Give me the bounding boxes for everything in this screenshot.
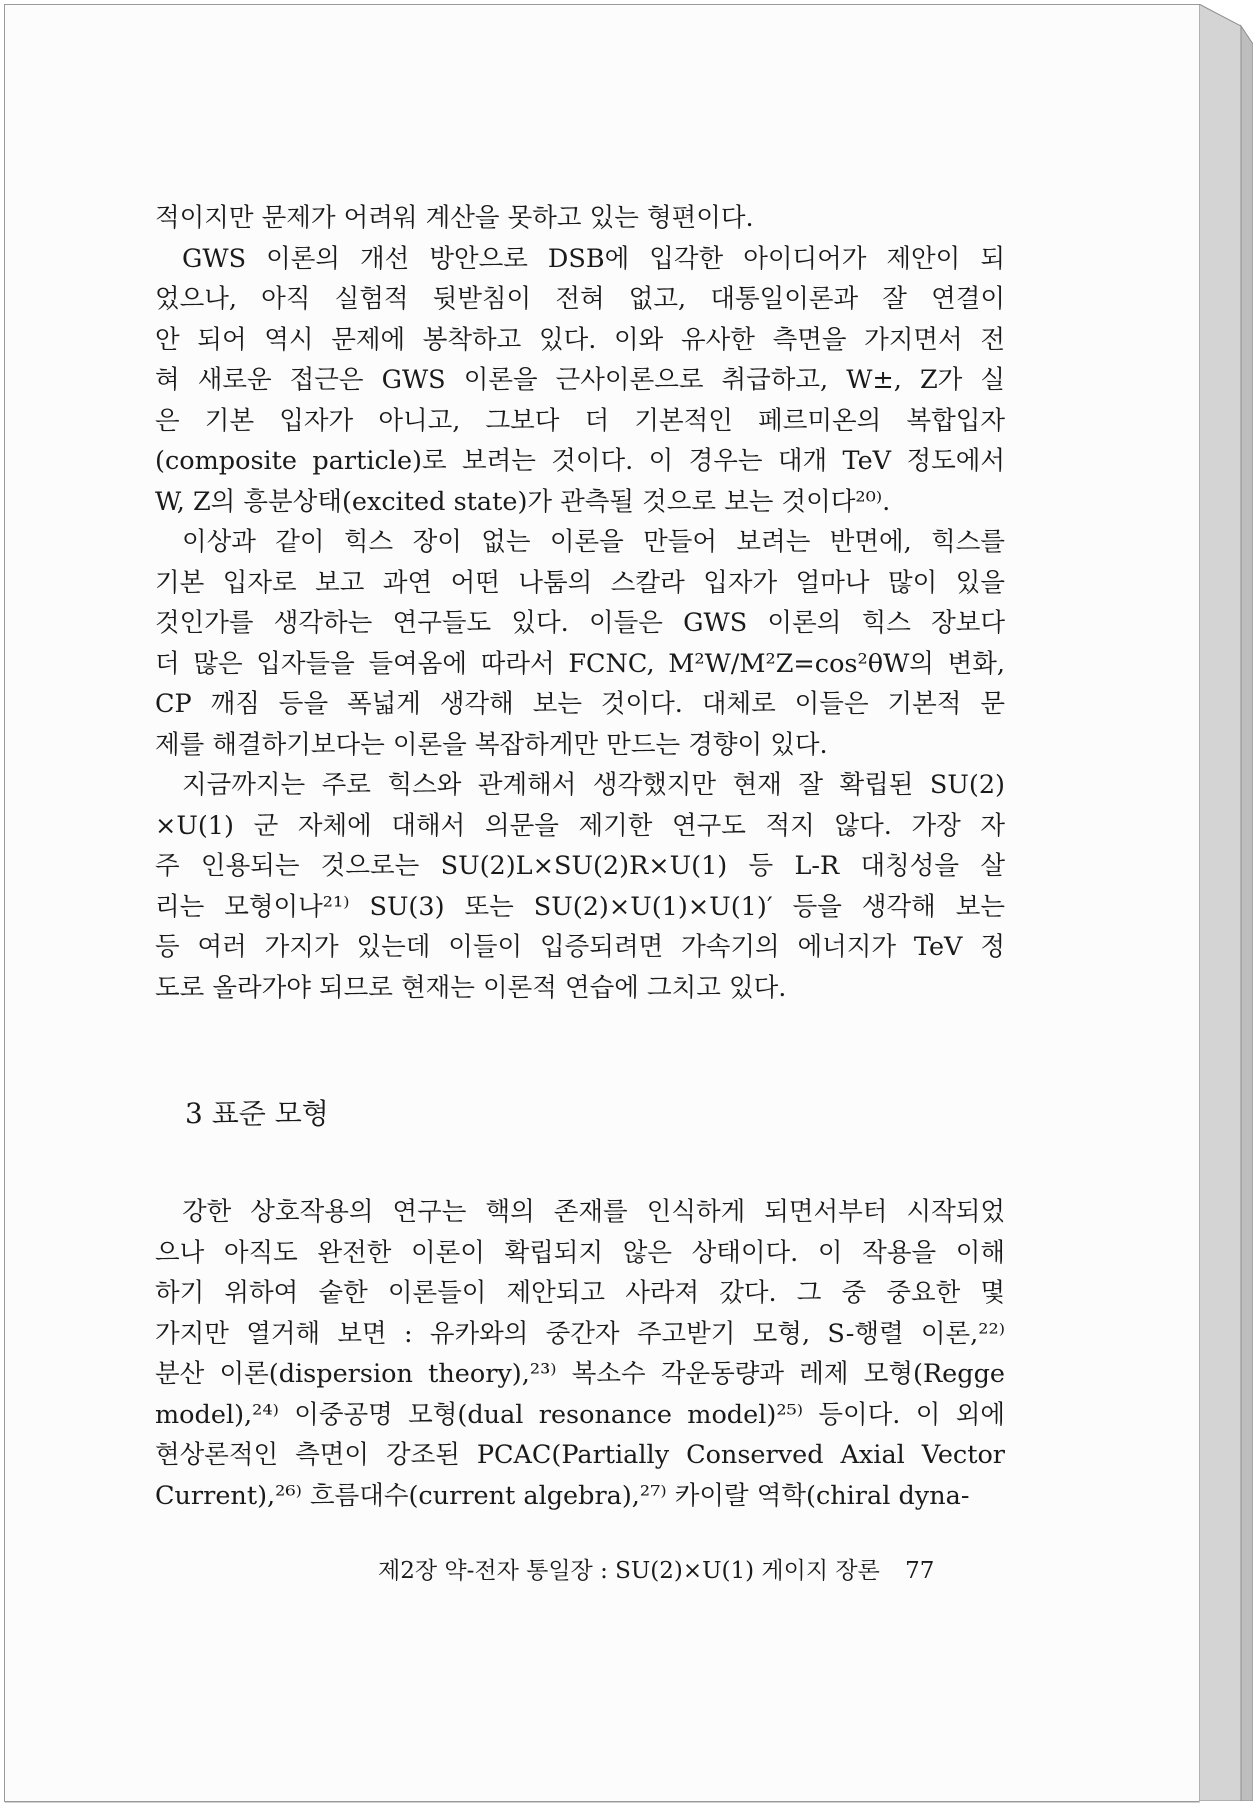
running-title: 제2장 약-전자 통일장 : SU(2)×U(1) 게이지 장론 [378,1558,880,1584]
text-line: 주 인용되는 것으로는 SU(2)L×SU(2)R×U(1) 등 L-R 대칭성을 살 [155,851,1005,881]
text-line: 었으나, 아직 실험적 뒷받침이 전혀 없고, 대통일이론과 잘 연결이 [155,284,1005,314]
text-line: 리는 모형이나²¹⁾ SU(3) 또는 SU(2)×U(1)×U(1)′ 등을 생각해 보는 [155,891,1005,922]
text-line: 강한 상호작용의 연구는 핵의 존재를 인식하게 되면서부터 시작되었 [182,1197,1005,1227]
text-line: W, Z의 흥분상태(excited state)가 관측될 것으로 보는 것이다²⁰⁾. [155,486,891,517]
text-line: 하기 위하여 숱한 이론들이 제안되고 사라져 갔다. 그 중 중요한 몇 [155,1278,1005,1308]
text-line: 분산 이론(dispersion theory),²³⁾ 복소수 각운동량과 레제 모형(Regge [155,1359,1005,1389]
text-line: 더 많은 입자들을 들여옴에 따라서 FCNC, M²W/M²Z=cos²θW의 변화, [155,648,1005,679]
text-line: 혀 새로운 접근은 GWS 이론을 근사이론으로 취급하고, W±, Z가 실 [155,365,1005,395]
page-body [155,198,1005,1516]
text-line: 현상론적인 측면이 강조된 PCAC(Partially Conserved Axial Vector [155,1440,1005,1470]
text-line: 으나 아직도 완전한 이론이 확립되지 않은 상태이다. 이 작용을 이해 [155,1237,1005,1268]
text-line: Current),²⁶⁾ 흐름대수(current algebra),²⁷⁾ 카이랄 역학(chiral dyna- [155,1480,970,1511]
text-line: 기본 입자로 보고 과연 어떤 나툼의 스칼라 입자가 얼마나 많이 있을 [155,567,1005,598]
text-line: 안 되어 역시 문제에 봉착하고 있다. 이와 유사한 측면을 가지면서 전 [155,324,1005,355]
page-fold-edge [1199,4,1253,1801]
text-line: (composite particle)로 보려는 것이다. 이 경우는 대개 TeV 정도에서 [155,446,1005,476]
text-line: 은 기본 입자가 아니고, 그보다 더 기본적인 페르미온의 복합입자 [155,405,1005,436]
text-line: 이상과 같이 힉스 장이 없는 이론을 만들어 보려는 반면에, 힉스를 [182,527,1005,557]
paragraph [155,198,1005,239]
section-heading: 3 표준 모형 [185,1097,329,1130]
text-line: GWS 이론의 개선 방안으로 DSB에 입각한 아이디어가 제안이 되 [182,243,1005,274]
text-line: 적이지만 문제가 어려워 계산을 못하고 있는 형편이다. [155,203,754,233]
text-line: ×U(1) 군 자체에 대해서 의문을 제기한 연구도 적지 않다. 가장 자 [155,810,1005,841]
paragraph [155,1192,1005,1516]
page-number: 77 [905,1558,935,1584]
paragraph [155,765,1005,1008]
text-line: 등 여러 가지가 있는데 이들이 입증되려면 가속기의 에너지가 TeV 정 [155,932,1005,962]
text-line: 제를 해결하기보다는 이론을 복잡하게만 만드는 경향이 있다. [155,729,828,760]
page-footer [378,1552,978,1585]
paragraph [155,522,1005,765]
text-line: CP 깨짐 등을 폭넓게 생각해 보는 것이다. 대체로 이들은 기본적 문 [155,689,1005,719]
text-line: 도로 올라가야 되므로 현재는 이론적 연습에 그치고 있다. [155,972,787,1003]
text-line: model),²⁴⁾ 이중공명 모형(dual resonance model)²⁵⁾ 등이다. 이 외에 [155,1399,1005,1430]
text-line: 지금까지는 주로 힉스와 관계해서 생각했지만 현재 잘 확립된 SU(2) [182,770,1005,800]
paragraph [155,239,1005,523]
text-line: 가지만 열거해 보면 : 유카와의 중간자 주고받기 모형, S-행렬 이론,²²⁾ [155,1318,1005,1349]
text-line: 것인가를 생각하는 연구들도 있다. 이들은 GWS 이론의 힉스 장보다 [155,608,1005,638]
